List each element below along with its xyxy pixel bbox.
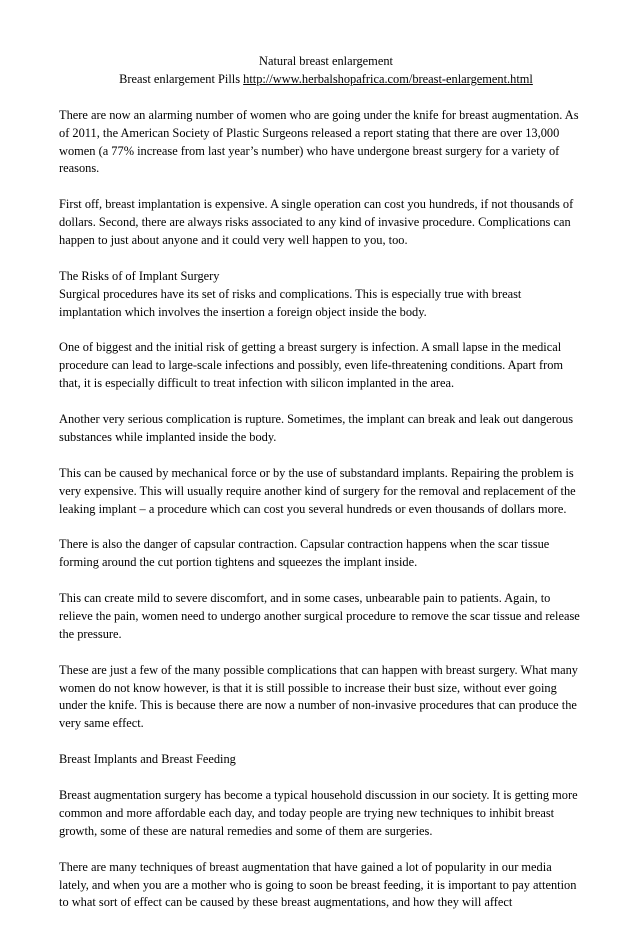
document-title: Natural breast enlargement <box>259 54 393 68</box>
section-heading-risks: The Risks of of Implant Surgery <box>59 268 220 283</box>
subtitle-prefix: Breast enlargement Pills <box>119 71 244 86</box>
section-risks-intro: Surgical procedures have its set of risks and complications. This is especially true with breast implantation which involves the insertion a foreign object inside the body. <box>59 286 522 319</box>
paragraph-complications-summary: These are just a few of the many possible complications that can happen with breast surgery. What many women do not know however, is that it is still possible to increase their bust size, without ever going under the knife. This is because there are now a number of non-invasive procedures that can produce the very same effect. <box>59 662 578 731</box>
paragraph-techniques: There are many techniques of breast augmentation that have gained a lot of popularity in our media lately, and when you are a mother who is going to soon be breast feeding, it is important to pay attention to what sort of effect can be caused by these breast augmentations, and how they will affect <box>59 859 577 910</box>
document-page <box>59 53 583 930</box>
title-block <box>69 53 583 89</box>
paragraph-intro-2: First off, breast implantation is expensive. A single operation can cost you hundreds, if not thousands of dollars. Second, there are always risks associated to any kind of invasive procedure. Complications can happen to just about anyone and it could very well happen to you, too. <box>59 197 574 248</box>
paragraph-augmentation-discussion: Breast augmentation surgery has become a typical household discussion in our society. It is getting more common and more affordable each day, and today people are trying new techniques to inhibit breast growth, some of these are natural remedies and some of them are surgeries. <box>59 787 578 838</box>
paragraph-discomfort: This can create mild to severe discomfort, and in some cases, unbearable pain to patients. Again, to relieve the pain, women need to undergo another surgical procedure to remove the scar tissue and release the pressure. <box>59 591 580 641</box>
section-risks <box>59 268 583 322</box>
paragraph-intro-1: There are now an alarming number of women who are going under the knife for breast augmentation. As of 2011, the American Society of Plastic Surgeons released a report stating that there are over 13,000 women (a 77% increase from last year’s number) who have undergone breast surgery for a variety of reasons. <box>59 107 579 176</box>
document-subtitle <box>69 71 583 89</box>
paragraph-rupture: Another very serious complication is rupture. Sometimes, the implant can break and leak out dangerous substances while implanted inside the body. <box>59 412 574 444</box>
paragraph-capsular-contraction: There is also the danger of capsular contraction. Capsular contraction happens when the scar tissue forming around the cut portion tightens and squeezes the implant inside. <box>59 537 550 570</box>
section-heading-breast-feeding: Breast Implants and Breast Feeding <box>59 752 236 767</box>
product-link[interactable]: http://www.herbalshopafrica.com/breast-enlargement.html <box>243 71 533 86</box>
paragraph-infection: One of biggest and the initial risk of getting a breast surgery is infection. A small lapse in the medical procedure can lead to large-scale infections and possibly, even life-threatening conditions. Apart from that, it is especially difficult to treat infection with silicon implanted in the area. <box>59 340 564 391</box>
paragraph-repair-cost: This can be caused by mechanical force or by the use of substandard implants. Repairing the problem is very expensive. This will usually require another kind of surgery for the removal and replacement of the leaking implant – a procedure which can cost you several hundreds or even thousands of dollars more. <box>59 465 576 516</box>
